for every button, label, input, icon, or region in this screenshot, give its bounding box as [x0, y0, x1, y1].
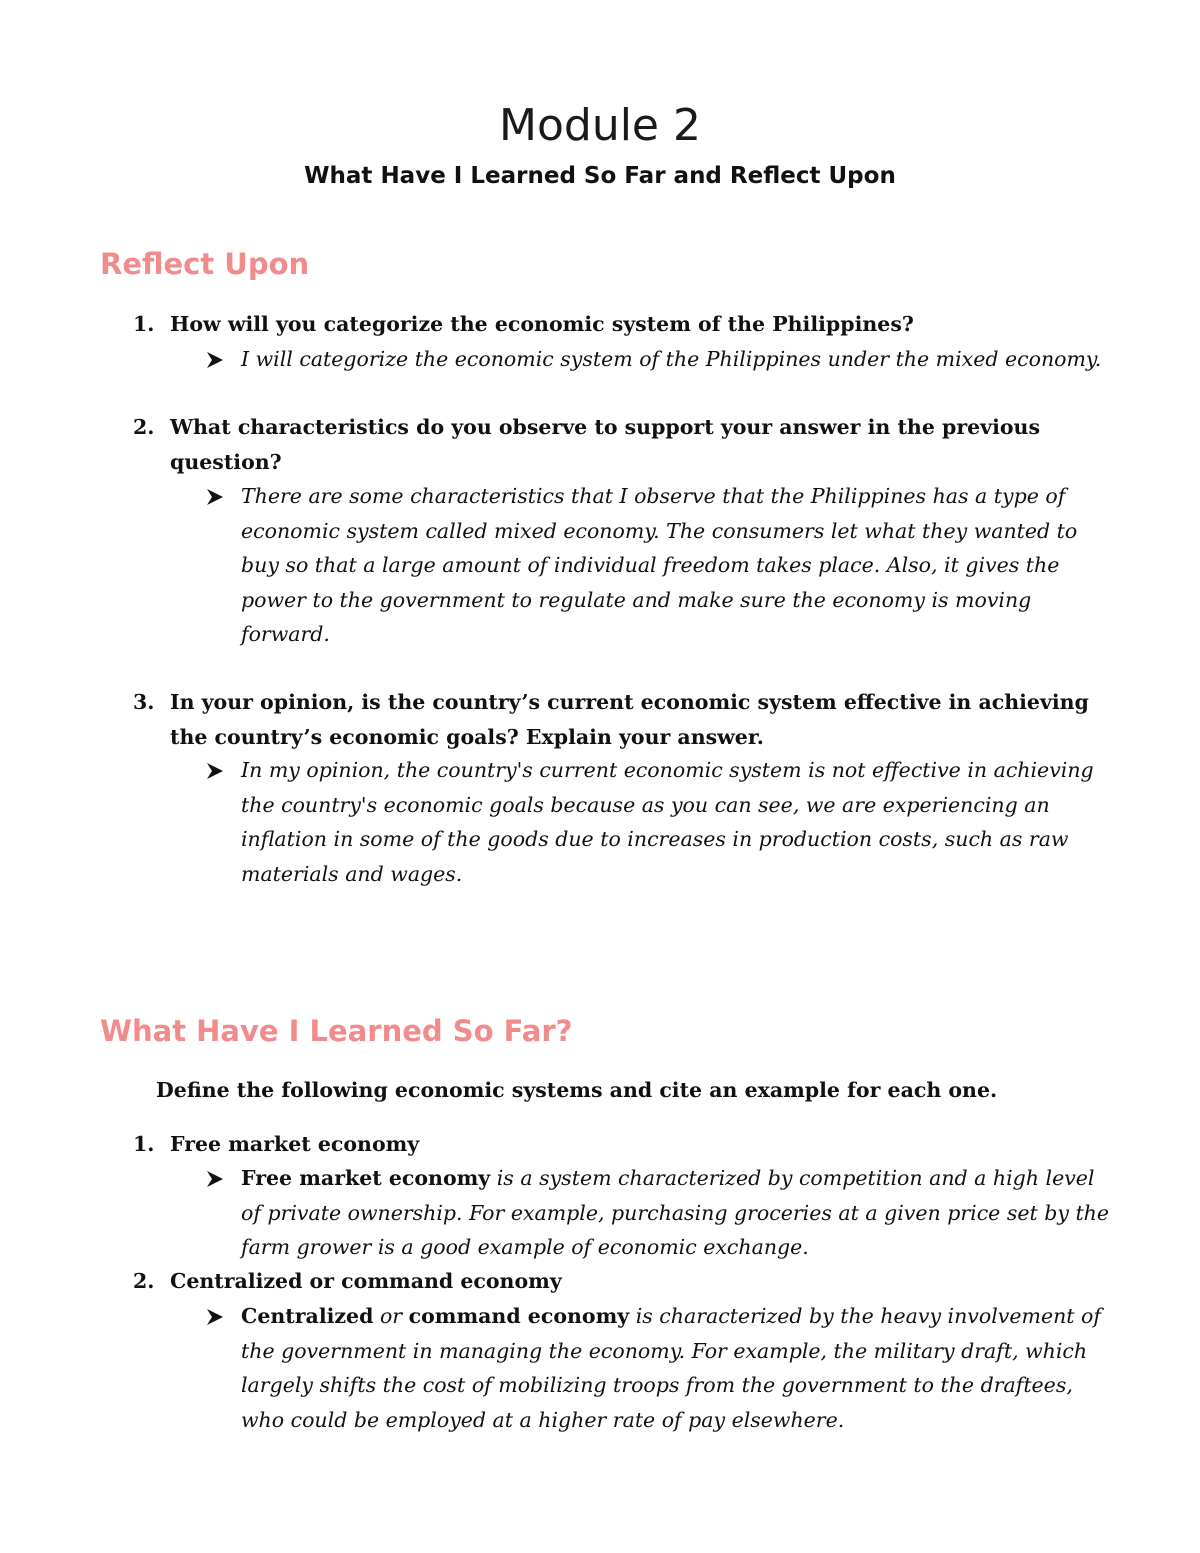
definition-text [205, 1299, 1110, 1437]
answer-2 [205, 479, 1110, 652]
answer-text: There are some characteristics that I observe that the Philippines has a type of economic system called mixed economy. The consumers let what they wanted to buy so that a large amount of individual freedom takes place. Also, it gives the power to the government to regulate and make sure the economy is moving forward. [241, 484, 1078, 646]
term-text: Centralized or command economy [170, 1269, 562, 1293]
question-text: How will you categorize the economic system of the Philippines? [170, 312, 914, 336]
answer-text: I will categorize the economic system of the Philippines under the mixed economy. [241, 347, 1102, 371]
arrow-bullet-icon [205, 761, 225, 781]
definition-connector: or [373, 1304, 409, 1328]
definition-body: is characterized by the heavy involvement of the government in managing the economy. For example, the military draft, which largely shifts the cost of mobilizing troops from the government to the draftees, who could be employed at a higher rate of pay elsewhere. [241, 1304, 1101, 1432]
term-1 [133, 1127, 1093, 1162]
definition-2 [205, 1299, 1110, 1437]
question-text: In your opinion, is the country’s current economic system effective in achieving the country’s economic goals? Explain your answer. [170, 690, 1089, 749]
term-number: 1. [133, 1132, 155, 1156]
answer-text: In my opinion, the country's current economic system is not effective in achieving the country's economic goals because as you can see, we are experiencing an inflation in some of the goods due to increases in production costs, such as raw materials and wages. [241, 758, 1094, 886]
question-1 [133, 307, 1093, 342]
definition-text [205, 1161, 1110, 1265]
page-subtitle: What Have I Learned So Far and Reflect Upon [304, 163, 896, 189]
instruction-text: Define the following economic systems and cite an example for each one. [156, 1078, 998, 1102]
question-3 [133, 685, 1093, 754]
definition-term-b: command economy [408, 1304, 630, 1328]
question-number: 2. [133, 415, 155, 439]
arrow-bullet-icon [205, 1169, 225, 1189]
section-heading-what-have-i-learned: What Have I Learned So Far? [100, 1014, 573, 1048]
page-title: Module 2 [499, 100, 701, 151]
definition-term-a: Centralized [241, 1304, 374, 1328]
answer-1 [205, 342, 1110, 377]
arrow-bullet-icon [205, 350, 225, 370]
answer-3 [205, 753, 1110, 891]
question-2 [133, 410, 1093, 479]
term-text: Free market economy [170, 1132, 420, 1156]
arrow-bullet-icon [205, 1307, 225, 1327]
question-number: 3. [133, 690, 155, 714]
definition-body: is a system characterized by competition and a high level of private ownership. For example, purchasing groceries at a given price set by the farm grower is a good example of economic exchange. [241, 1166, 1110, 1259]
section-heading-reflect-upon: Reflect Upon [100, 247, 310, 281]
definition-term: Free market economy [241, 1166, 491, 1190]
question-number: 1. [133, 312, 155, 336]
term-number: 2. [133, 1269, 155, 1293]
question-text: What characteristics do you observe to support your answer in the previous question? [170, 415, 1040, 474]
term-2 [133, 1264, 1093, 1299]
arrow-bullet-icon [205, 487, 225, 507]
definition-1 [205, 1161, 1110, 1265]
